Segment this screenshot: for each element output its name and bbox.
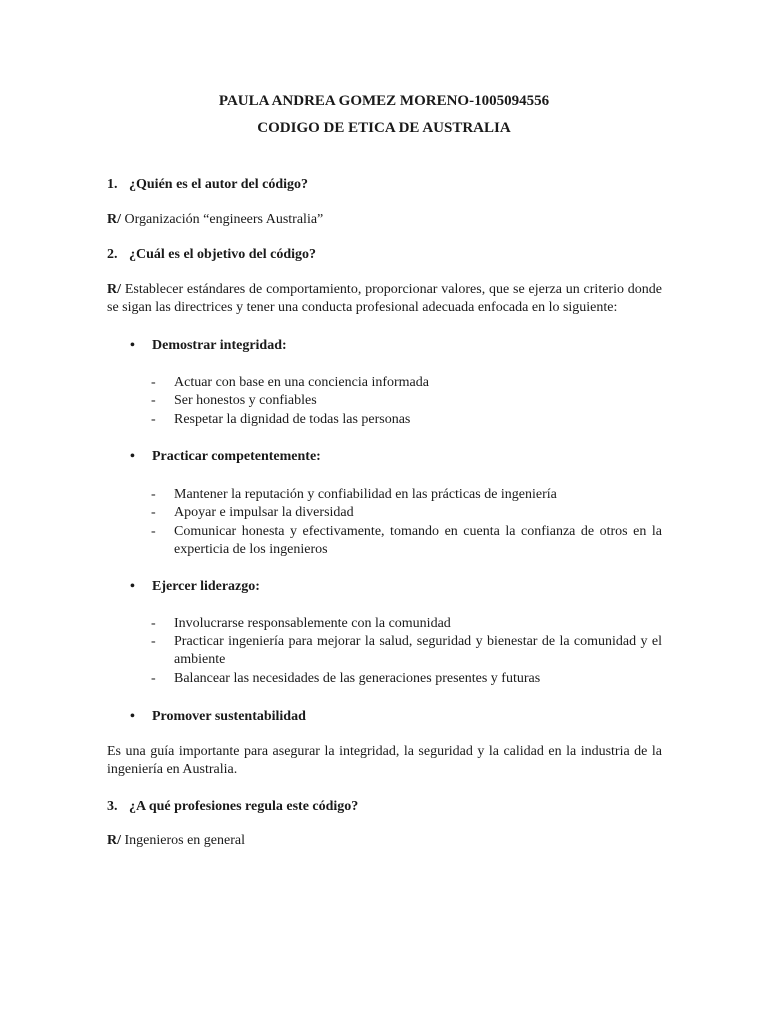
document-title: CODIGO DE ETICA DE AUSTRALIA [257, 120, 511, 136]
list-item-text: Practicar ingeniería para mejorar la salud, seguridad y bienestar de la comunidad y el ambiente [174, 634, 662, 667]
question-1-text: ¿Quién es el autor del código? [129, 177, 309, 192]
section-heading-text: Promover sustentabilidad [152, 709, 306, 724]
dash-icon: - [151, 487, 156, 502]
question-3 [107, 798, 662, 816]
dash-icon: - [151, 393, 156, 408]
question-1 [107, 176, 662, 194]
question-2-text: ¿Cuál es el objetivo del código? [129, 247, 317, 262]
section-heading-text: Ejercer liderazgo: [152, 579, 260, 594]
bullet-icon: • [130, 709, 135, 724]
bullet-icon: • [130, 579, 135, 594]
dash-icon: - [151, 524, 156, 539]
dash-icon: - [151, 634, 156, 649]
dash-icon: - [151, 671, 156, 686]
dash-icon: - [151, 375, 156, 390]
list-item-text: Actuar con base en una conciencia informada [174, 375, 429, 390]
section-heading-text: Practicar competentemente: [152, 449, 321, 464]
question-1-number: 1. [107, 177, 118, 192]
answer-1-label: R/ [107, 212, 121, 227]
answer-1-text: Organización “engineers Australia” [121, 212, 324, 227]
closing-paragraph: Es una guía importante para asegurar la integridad, la seguridad y la calidad en la industria de la ingeniería en Australia. [107, 744, 662, 777]
question-2-number: 2. [107, 247, 118, 262]
question-3-number: 3. [107, 799, 118, 814]
author-line: PAULA ANDREA GOMEZ MORENO-1005094556 [218, 93, 550, 109]
section-heading-text: Demostrar integridad: [152, 338, 287, 353]
bullet-icon: • [130, 449, 135, 464]
answer-2 [107, 281, 662, 317]
answer-2-label: R/ [107, 282, 121, 297]
list-item-text: Comunicar honesta y efectivamente, tomando en cuenta la confianza de otros en la experticia de los ingenieros [174, 524, 662, 557]
list-item-text: Respetar la dignidad de todas las personas [174, 412, 411, 427]
list-item-text: Mantener la reputación y confiabilidad en las prácticas de ingeniería [174, 487, 557, 502]
answer-3-text: Ingenieros en general [121, 833, 245, 848]
dash-icon: - [151, 412, 156, 427]
list-item-text: Balancear las necesidades de las generaciones presentes y futuras [174, 671, 541, 686]
question-3-text: ¿A qué profesiones regula este código? [129, 799, 359, 814]
list-item-text: Involucrarse responsablemente con la comunidad [174, 616, 451, 631]
answer-3-label: R/ [107, 833, 121, 848]
dash-icon: - [151, 505, 156, 520]
answer-3 [107, 832, 662, 850]
list-item-text: Ser honestos y confiables [174, 393, 317, 408]
answer-2-text: Establecer estándares de comportamiento, proporcionar valores, que se ejerza un criterio donde se sigan las directrices y tener una conducta profesional adecuada enfocada en lo siguiente: [107, 282, 662, 315]
list-item-text: Apoyar e impulsar la diversidad [174, 505, 354, 520]
bullet-icon: • [130, 338, 135, 353]
dash-icon: - [151, 616, 156, 631]
answer-1 [107, 211, 662, 229]
question-2 [107, 246, 662, 264]
